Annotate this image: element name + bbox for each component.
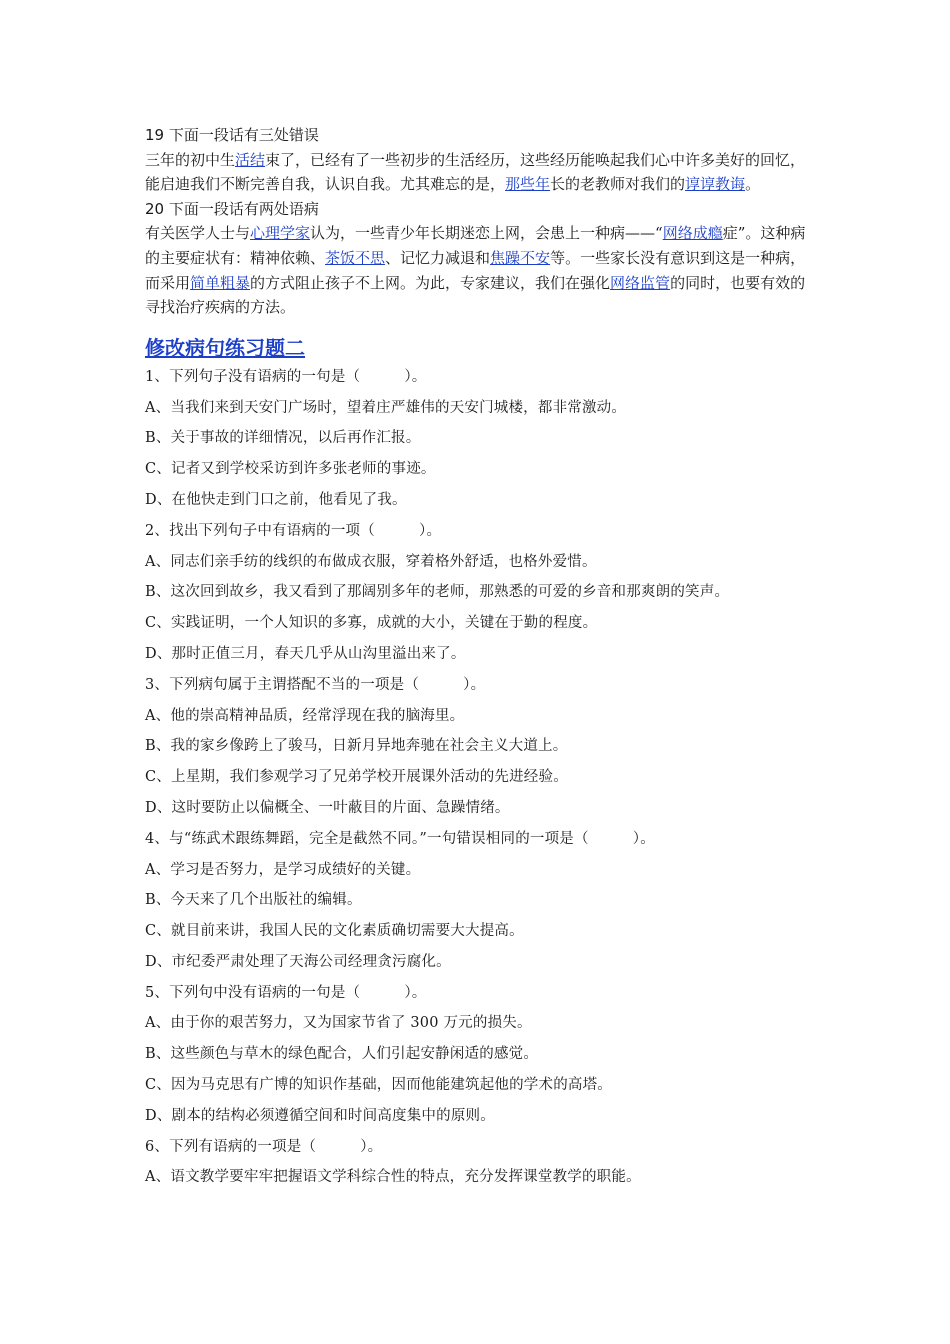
question-line: B、这次回到故乡，我又看到了那阔别多年的老师，那熟悉的可爱的乡音和那爽朗的笑声。	[145, 584, 730, 601]
question-line: B、关于事故的详细情况，以后再作汇报。	[145, 430, 421, 447]
question-line: A、语文教学要牢牢把握语文学科综合性的特点，充分发挥课堂教学的职能。	[145, 1169, 641, 1186]
text-run: 、记忆力减退和	[385, 248, 491, 267]
question-line: D、剧本的结构必须遵循空间和时间高度集中的原则。	[145, 1107, 495, 1124]
question-line: D、市纪委严肃处理了天海公司经理贪污腐化。	[145, 953, 451, 970]
question-20-title: 20 下面一段话有两处语病	[145, 199, 319, 218]
question-line: A、同志们亲手纺的线织的布做成衣服，穿着格外舒适，也格外爱惜。	[145, 553, 597, 570]
link-naxienian[interactable]: 那些年	[505, 175, 551, 194]
question-line: 3、下列病句属于主谓搭配不当的一项是（ ）。	[145, 676, 486, 693]
question-20-paragraph	[145, 221, 810, 319]
link-xinlixuejia[interactable]: 心理学家	[250, 224, 311, 243]
link-chafanbusi[interactable]: 茶饭不思	[325, 248, 386, 267]
question-line: 1、下列句子没有语病的一句是（ ）。	[145, 368, 427, 385]
question-list	[145, 362, 810, 1194]
text-run: 的同时，也要有效的寻找治疗疾病的方法。	[145, 273, 806, 317]
document-page	[145, 123, 810, 1193]
question-line: 6、下列有语病的一项是（ ）。	[145, 1138, 383, 1155]
text-run: 长的老教师对我们的	[550, 175, 686, 194]
link-wangluochengyin[interactable]: 网络成瘾	[662, 224, 723, 243]
link-jiaozaobuan[interactable]: 焦躁不安	[490, 248, 551, 267]
text-run: 有关医学人士与	[145, 224, 251, 243]
question-line: D、在他快走到门口之前，他看见了我。	[145, 491, 407, 508]
question-line: C、就目前来讲，我国人民的文化素质确切需要大大提高。	[145, 923, 524, 940]
question-19-paragraph	[145, 148, 810, 197]
link-wangluojianguan[interactable]: 网络监管	[610, 273, 671, 292]
question-line: C、记者又到学校采访到许多张老师的事迹。	[145, 461, 436, 478]
question-line: C、实践证明，一个人知识的多寡，成就的大小，关键在于勤的程度。	[145, 615, 598, 632]
question-line: 5、下列句中没有语病的一句是（ ）。	[145, 984, 427, 1001]
question-line: C、上星期，我们参观学习了兄弟学校开展课外活动的先进经验。	[145, 769, 568, 786]
question-line: A、学习是否努力，是学习成绩好的关键。	[145, 861, 421, 878]
question-line: A、由于你的艰苦努力，又为国家节省了 300 万元的损失。	[145, 1015, 532, 1032]
question-line: A、他的崇高精神品质，经常浮现在我的脑海里。	[145, 707, 465, 724]
text-run: 认为，一些青少年长期迷恋上网，会患上一种病——“	[310, 224, 663, 243]
text-run: 等。一些家长没有意识到这是一种病，而采用	[145, 248, 806, 292]
question-line: B、我的家乡像跨上了骏马，日新月异地奔驰在社会主义大道上。	[145, 738, 568, 755]
section-title-link[interactable]: 修改病句练习题二	[145, 335, 305, 360]
text-run: 症”。这种病的主要症状有：精神依赖、	[145, 224, 806, 267]
question-line: A、当我们来到天安门广场时，望着庄严雄伟的天安门城楼，都非常激动。	[145, 399, 627, 416]
question-line: C、因为马克思有广博的知识作基础，因而他能建筑起他的学术的高塔。	[145, 1077, 612, 1094]
text-run: 的方式阻止孩子不上网。为此，专家建议，我们在强化	[250, 273, 611, 292]
question-line: 4、与“练武术跟练舞蹈，完全是截然不同。”一句错误相同的一项是（ ）。	[145, 830, 655, 847]
question-line: B、今天来了几个出版社的编辑。	[145, 892, 362, 909]
question-19-title: 19 下面一段话有三处错误	[145, 126, 319, 144]
link-zhunzhunjiaohui[interactable]: 谆谆教诲	[685, 175, 746, 194]
question-line: D、这时要防止以偏概全、一叶蔽目的片面、急躁情绪。	[145, 799, 510, 816]
text-run: 束了，已经有了一些初步的生活经历，这些经历能唤起我们心中许多美好的回忆，能启迪我们不断完善自我，认识自我。尤其难忘的是，	[145, 150, 806, 194]
question-line: D、那时正值三月，春天几乎从山沟里溢出来了。	[145, 645, 466, 662]
link-jiandancubao[interactable]: 简单粗暴	[190, 273, 251, 292]
text-run: 。	[745, 175, 761, 194]
question-line: B、这些颜色与草木的绿色配合，人们引起安静闲适的感觉。	[145, 1046, 539, 1063]
text-run: 三年的初中生	[145, 150, 236, 169]
question-line: 2、找出下列句子中有语病的一项（ ）。	[145, 522, 442, 539]
link-huojie[interactable]: 活结	[235, 150, 266, 169]
